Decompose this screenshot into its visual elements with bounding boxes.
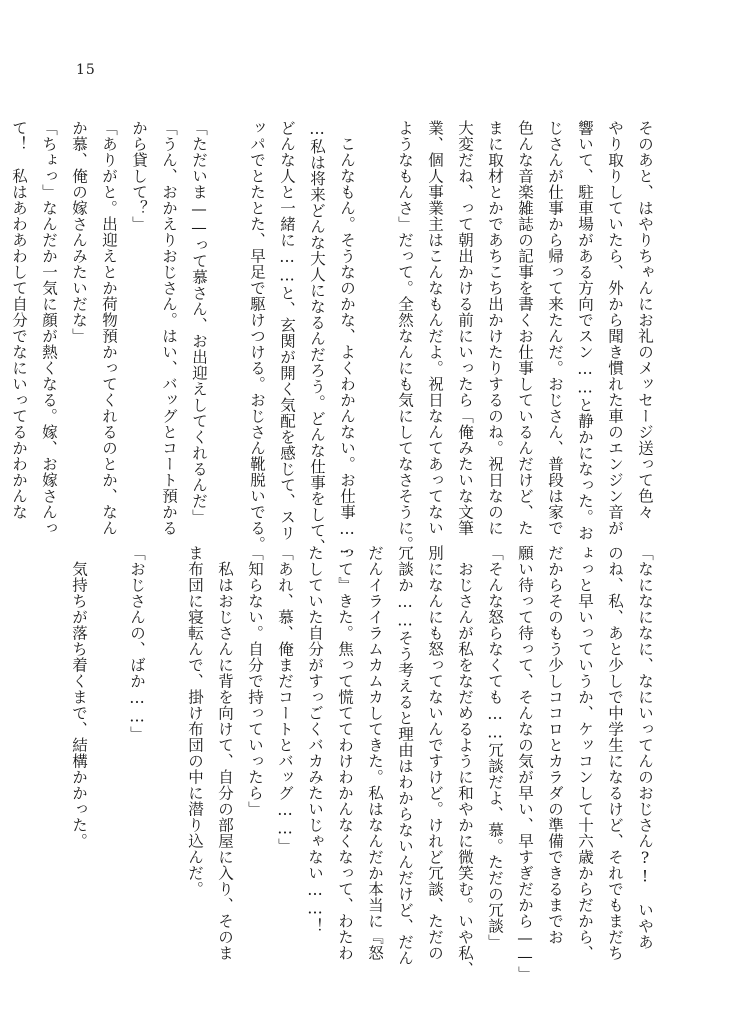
text-line: て！ 私はあわあわして自分でなにいってるかわかんな — [10, 120, 28, 520]
text-line: ま布団に寝転んで、掛け布団の中に潜り込んだ。 — [186, 545, 204, 897]
text-line: 大変だね、って朝出かける前にいったら「俺みたいな文筆 — [456, 120, 474, 536]
text-line: 「知らない。自分で持っていったら」 — [246, 545, 264, 817]
text-line: 「そんな怒らなくても……冗談だよ、慕。ただの冗談」 — [486, 545, 504, 950]
text-line: 「ただいま——って慕さん、お出迎えしてくれるんだ」 — [190, 120, 208, 525]
paragraph-gap — [152, 545, 180, 950]
text-line: 「なになになに、なにいってんのおじさん?! いやあ — [636, 545, 654, 950]
lower-text-block — [60, 545, 660, 982]
text-line: 業、個人事業主はこんなもんだよ。祝日なんてあってない — [426, 120, 444, 536]
text-line: ようなもんさ」だって。全然なんにも気にしてなさそうに。 — [396, 120, 414, 552]
text-line: やり取りしていたら、外から聞き慣れた車のエンジン音が — [606, 120, 624, 536]
text-line: 気持ちが落ち着くまで、結構かかった。 — [70, 545, 88, 849]
text-line: から貸して？」 — [130, 120, 148, 232]
text-line: どんな人と一緒に……と、玄関が開く気配を感じて、スリ — [278, 120, 296, 541]
paragraph-gap — [214, 120, 242, 525]
text-line: 色んな音楽雑誌の記事を書くお仕事しているんだけど、た — [516, 120, 534, 536]
text-line: …私は将来どんな大人になるんだろう。どんな仕事をして、 — [308, 120, 326, 555]
text-line: のね、私、あと少しで中学生になるけど、それでもまだち — [606, 545, 624, 961]
text-line: たしていた自分がすっごくバカみたいじゃない……！ — [306, 545, 324, 934]
text-line: 願い待って待って、そんなの気が早い、早すぎだから——」 — [516, 545, 534, 982]
page-number: 15 — [76, 62, 96, 78]
text-line: だからそのもう少しココロとカラダの準備できるまでお — [546, 545, 564, 945]
text-line: ッパでとたとた、早足で駆けつける。おじさん靴脱いでる。 — [248, 120, 266, 552]
text-line: 響いて、駐車場がある方向でスン……と静かになった。お — [576, 120, 594, 541]
text-line: だんイライラムカムカしてきた。私はなんだか本当に『怒 — [366, 545, 384, 961]
text-line: こんなもん。そうなのかな、よくわかんない。お仕事…… — [338, 120, 356, 557]
text-line: おじさんが私をなだめるように和やかに微笑む。いや私、 — [456, 545, 474, 977]
text-line: 「ちょっ」なんだか一気に顔が熱くなる。嫁、お嫁さんっ — [40, 120, 58, 536]
paragraph-gap — [94, 545, 122, 950]
text-line: じさんが仕事から帰って来たんだ。おじさん、普段は家で — [546, 120, 564, 536]
text-line: って』きた。焦って慌ててわけわかんなくなって、わたわ — [336, 545, 354, 961]
paragraph-gap — [362, 120, 390, 525]
text-line — [0, 120, 4, 525]
text-line: 「うん、おかえりおじさん。はい、バッグとコート預かる — [160, 120, 178, 536]
text-line: 「おじさんの、ばか……」 — [128, 545, 146, 742]
text-line: 「ありがと。出迎えとか荷物預かってくれるのとか、なん — [100, 120, 118, 536]
text-line: まに取材とかであちこち出かけたりするのね。祝日なのに — [486, 120, 504, 536]
text-line: 冗談か……そう考えると理由はわからないんだけど、だん — [396, 545, 414, 966]
text-line: そのあと、はやりちゃんにお礼のメッセージ送って色々 — [636, 120, 654, 520]
upper-text-block — [10, 120, 660, 557]
text-line: 私はおじさんに背を向けて、自分の部屋に入り、そのま — [216, 545, 234, 961]
text-line: 「あれ、慕、俺まだコートとバッグ……」 — [276, 545, 294, 854]
text-line: か慕、俺の嫁さんみたいだな」 — [70, 120, 88, 344]
text-line: 別になんにも怒ってないんですけど。けれど冗談、ただの — [426, 545, 444, 961]
text-line: ょっと早いっていうか、ケッコンして十六歳からだから、 — [576, 545, 594, 961]
